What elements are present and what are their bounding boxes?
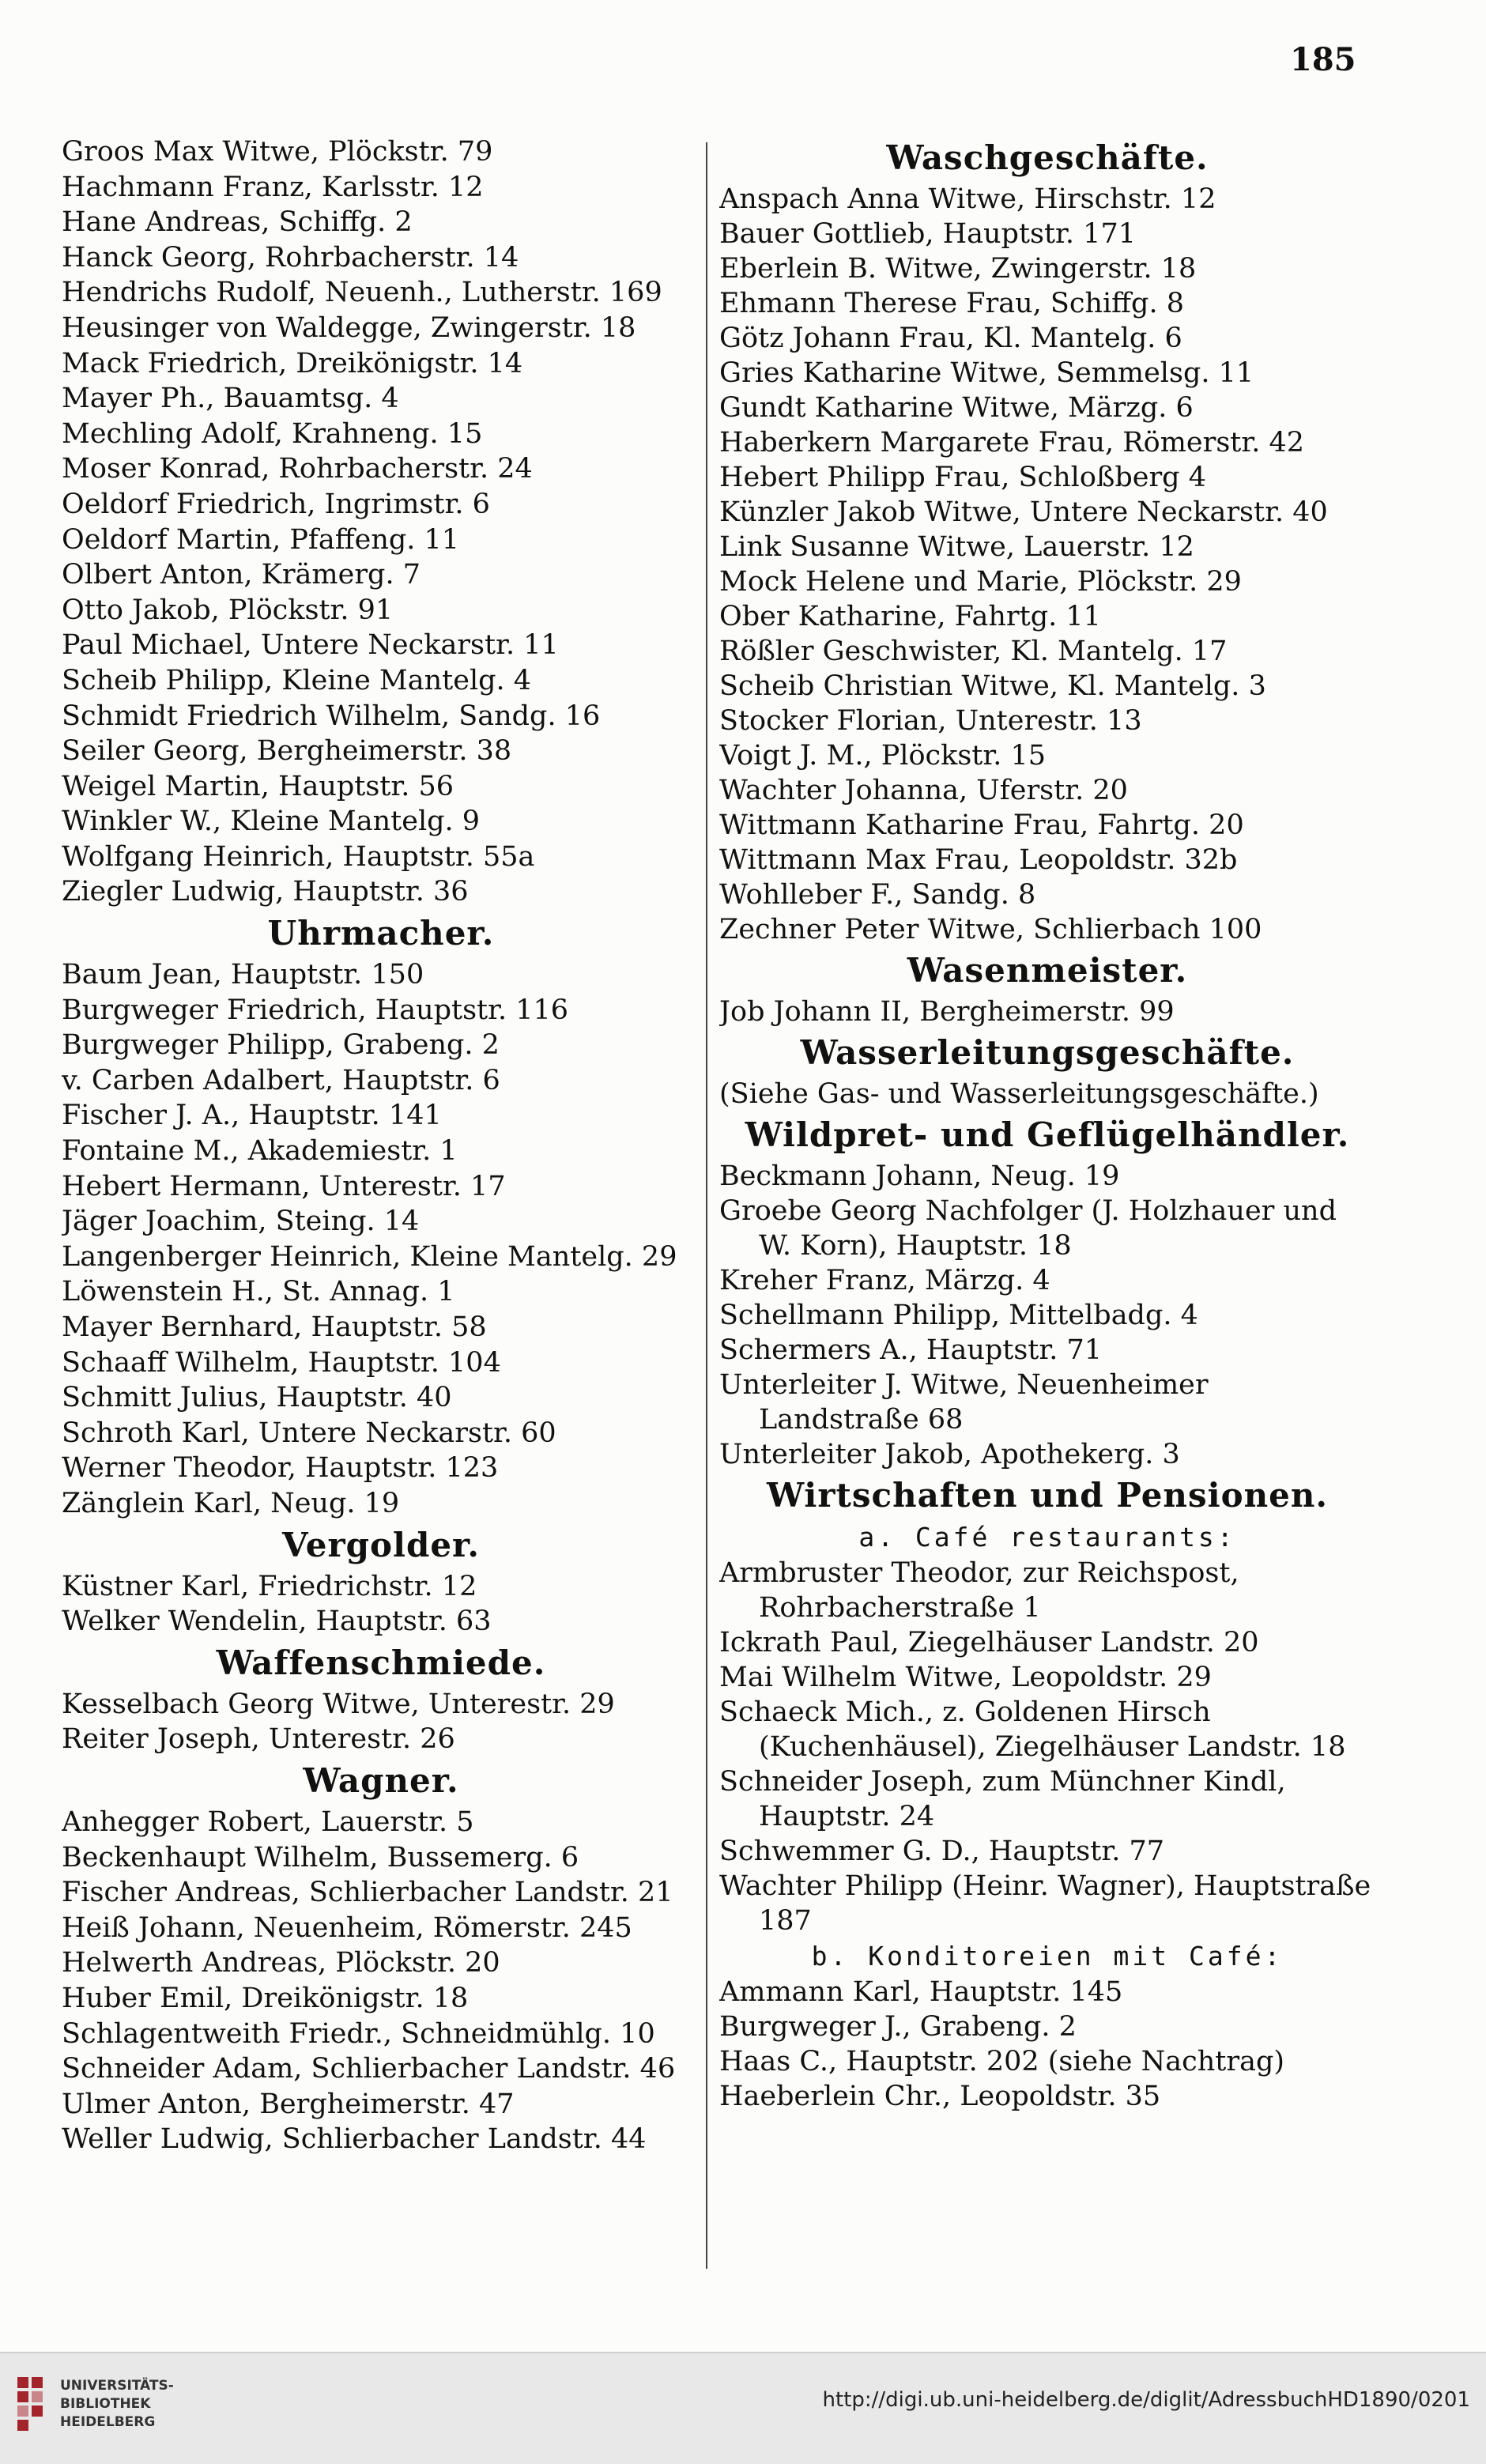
- directory-entry: Ammann Karl, Hauptstr. 145: [719, 1976, 1123, 2008]
- directory-entry: Zänglein Karl, Neug. 19: [62, 1487, 400, 1519]
- directory-entry: Reiter Joseph, Unterestr. 26: [62, 1723, 455, 1756]
- directory-entry: Schneider Joseph, zum Münchner Kindl, Hauptstr. 24: [719, 1766, 1286, 1832]
- directory-entry: Eberlein B. Witwe, Zwingerstr. 18: [719, 253, 1197, 285]
- directory-entry: Mayer Bernhard, Hauptstr. 58: [62, 1311, 487, 1343]
- directory-entry: Haberkern Margarete Frau, Römerstr. 42: [719, 427, 1305, 458]
- directory-entry: Wachter Johanna, Uferstr. 20: [719, 775, 1128, 806]
- source-url[interactable]: http://digi.ub.uni-heidelberg.de/diglit/AdressbuchHD1890/0201: [822, 2388, 1470, 2412]
- directory-entry: Heiß Johann, Neuenheim, Römerstr. 245: [62, 1911, 632, 1944]
- directory-entry: Ickrath Paul, Ziegelhäuser Landstr. 20: [719, 1627, 1259, 1658]
- directory-entry: Hebert Philipp Frau, Schloßberg 4: [719, 462, 1206, 493]
- library-name-line: BIBLIOTHEK: [60, 2396, 151, 2412]
- directory-entry: v. Carben Adalbert, Hauptstr. 6: [62, 1064, 500, 1096]
- directory-entry: Kreher Franz, Märzg. 4: [719, 1265, 1050, 1296]
- directory-entry: Beckmann Johann, Neug. 19: [719, 1160, 1120, 1192]
- directory-entry: Langenberger Heinrich, Kleine Mantelg. 29: [62, 1240, 677, 1273]
- directory-entry: Schmidt Friedrich Wilhelm, Sandg. 16: [62, 700, 601, 732]
- directory-entry: Otto Jakob, Plöckstr. 91: [62, 594, 394, 626]
- directory-entry: Mayer Ph., Bauamtsg. 4: [62, 383, 399, 415]
- directory-entry: Zechner Peter Witwe, Schlierbach 100: [719, 914, 1262, 945]
- section-heading: Wasserleitungsgeschäfte.: [800, 1033, 1295, 1072]
- directory-entry: Baum Jean, Hauptstr. 150: [62, 959, 424, 991]
- directory-entry: Schellmann Philipp, Mittelbadg. 4: [719, 1300, 1198, 1331]
- column-divider: [706, 142, 707, 2269]
- directory-entry: Heusinger von Waldegge, Zwingerstr. 18: [62, 311, 636, 344]
- directory-entry: Mechling Adolf, Krahneng. 15: [62, 417, 483, 450]
- directory-entry: Welker Wendelin, Hauptstr. 63: [62, 1606, 492, 1638]
- directory-entry: Oeldorf Friedrich, Ingrimstr. 6: [62, 488, 490, 520]
- directory-entry: Beckenhaupt Wilhelm, Bussemerg. 6: [62, 1841, 579, 1873]
- directory-entry: Küstner Karl, Friedrichstr. 12: [62, 1570, 477, 1602]
- directory-entry: Weigel Martin, Hauptstr. 56: [62, 770, 454, 802]
- directory-entry: Haeberlein Chr., Leopoldstr. 35: [719, 2081, 1161, 2112]
- directory-entry: Mock Helene und Marie, Plöckstr. 29: [719, 566, 1242, 598]
- directory-entry: Jäger Joachim, Steing. 14: [62, 1206, 420, 1238]
- directory-entry: Burgweger J., Grabeng. 2: [719, 2011, 1077, 2043]
- right-column: [719, 134, 1375, 2114]
- directory-entry: Gries Katharine Witwe, Semmelsg. 11: [719, 357, 1254, 389]
- directory-entry: Groos Max Witwe, Plöckstr. 79: [62, 136, 493, 168]
- directory-entry: Schermers A., Hauptstr. 71: [719, 1334, 1103, 1366]
- directory-entry: Winkler W., Kleine Mantelg. 9: [62, 806, 481, 838]
- directory-entry: Hane Andreas, Schiffg. 2: [62, 206, 413, 239]
- directory-entry: Ober Katharine, Fahrtg. 11: [719, 601, 1101, 632]
- directory-entry: Fischer Andreas, Schlierbacher Landstr. 21: [62, 1877, 673, 1909]
- directory-entry: Schlagentweith Friedr., Schneidmühlg. 10: [62, 2017, 655, 2050]
- directory-entry: Voigt J. M., Plöckstr. 15: [719, 740, 1047, 772]
- left-column: [62, 134, 700, 2157]
- directory-entry: Hendrichs Rudolf, Neuenh., Lutherstr. 169: [62, 277, 662, 309]
- directory-entry: Link Susanne Witwe, Lauerstr. 12: [719, 531, 1194, 563]
- directory-entry: Weller Ludwig, Schlierbacher Landstr. 44: [62, 2123, 647, 2156]
- section-heading: Vergolder.: [282, 1525, 480, 1564]
- directory-entry: Schroth Karl, Untere Neckarstr. 60: [62, 1417, 556, 1449]
- directory-entry: Ehmann Therese Frau, Schiffg. 8: [719, 288, 1184, 319]
- directory-entry: Seiler Georg, Bergheimerstr. 38: [62, 735, 512, 768]
- directory-entry: Paul Michael, Untere Neckarstr. 11: [62, 629, 559, 662]
- directory-entry: Anhegger Robert, Lauerstr. 5: [62, 1806, 474, 1838]
- footer-bar: [0, 2352, 1486, 2464]
- library-name: [60, 2377, 174, 2432]
- directory-entry: Scheib Philipp, Kleine Mantelg. 4: [62, 664, 532, 696]
- directory-entry: Bauer Gottlieb, Hauptstr. 171: [719, 218, 1136, 250]
- library-name-line: HEIDELBERG: [60, 2414, 156, 2430]
- directory-entry: Ziegler Ludwig, Hauptstr. 36: [62, 876, 469, 908]
- directory-entry: Oeldorf Martin, Pfaffeng. 11: [62, 523, 460, 556]
- directory-entry: Stocker Florian, Unterestr. 13: [719, 705, 1142, 737]
- directory-entry: Löwenstein H., St. Annag. 1: [62, 1276, 455, 1308]
- directory-entry: Schwemmer G. D., Hauptstr. 77: [719, 1836, 1164, 1867]
- directory-entry: Rößler Geschwister, Kl. Mantelg. 17: [719, 636, 1228, 667]
- directory-entry: Fischer J. A., Hauptstr. 141: [62, 1100, 442, 1132]
- directory-entry: Olbert Anton, Krämerg. 7: [62, 559, 421, 591]
- directory-entry: Wachter Philipp (Heinr. Wagner), Hauptstraße 187: [719, 1870, 1371, 1937]
- directory-entry: Anspach Anna Witwe, Hirschstr. 12: [719, 183, 1216, 215]
- section-heading: Wildpret- und Geflügelhändler.: [745, 1115, 1350, 1154]
- section-heading: Wagner.: [303, 1760, 459, 1800]
- library-seal-icon: [14, 2372, 54, 2436]
- section-heading: Wirtschaften und Pensionen.: [766, 1476, 1329, 1515]
- directory-entry: Schmitt Julius, Hauptstr. 40: [62, 1382, 452, 1414]
- directory-entry: Kesselbach Georg Witwe, Unterestr. 29: [62, 1688, 615, 1720]
- directory-entry: Künzler Jakob Witwe, Untere Neckarstr. 40: [719, 496, 1328, 528]
- directory-entry: Wittmann Max Frau, Leopoldstr. 32b: [719, 844, 1238, 876]
- directory-entry: Helwerth Andreas, Plöckstr. 20: [62, 1947, 500, 1979]
- directory-entry: (Siehe Gas- und Wasserleitungsgeschäfte.): [719, 1078, 1319, 1110]
- directory-entry: Hachmann Franz, Karlsstr. 12: [62, 171, 484, 203]
- section-subheading: b. Konditoreien mit Café:: [811, 1941, 1284, 1972]
- directory-entry: Schaeck Mich., z. Goldenen Hirsch (Kuchenhäusel), Ziegelhäuser Landstr. 18: [719, 1696, 1346, 1763]
- directory-entry: Burgweger Friedrich, Hauptstr. 116: [62, 994, 569, 1026]
- directory-entry: Gundt Katharine Witwe, Märzg. 6: [719, 392, 1194, 424]
- page-number: 185: [1290, 41, 1356, 78]
- directory-entry: Groebe Georg Nachfolger (J. Holzhauer und W. Korn), Hauptstr. 18: [719, 1195, 1337, 1262]
- directory-entry: Schneider Adam, Schlierbacher Landstr. 46: [62, 2053, 676, 2085]
- directory-entry: Hanck Georg, Rohrbacherstr. 14: [62, 241, 519, 274]
- section-heading: Uhrmacher.: [267, 914, 495, 953]
- directory-entry: Wolfgang Heinrich, Hauptstr. 55a: [62, 840, 535, 873]
- section-subheading: a. Café restaurants:: [858, 1522, 1236, 1553]
- section-heading: Wasenmeister.: [907, 951, 1188, 990]
- directory-entry: Fontaine M., Akademiestr. 1: [62, 1135, 458, 1168]
- directory-entry: Huber Emil, Dreikönigstr. 18: [62, 1982, 469, 2014]
- section-heading: Waffenschmiede.: [216, 1643, 546, 1682]
- directory-entry: Unterleiter Jakob, Apothekerg. 3: [719, 1439, 1180, 1470]
- directory-entry: Schaaff Wilhelm, Hauptstr. 104: [62, 1346, 501, 1379]
- directory-entry: Moser Konrad, Rohrbacherstr. 24: [62, 453, 533, 485]
- directory-entry: Wohlleber F., Sandg. 8: [719, 879, 1036, 911]
- directory-entry: Werner Theodor, Hauptstr. 123: [62, 1452, 499, 1485]
- library-name-line: UNIVERSITÄTS-: [60, 2378, 174, 2394]
- directory-entry: Scheib Christian Witwe, Kl. Mantelg. 3: [719, 670, 1266, 702]
- directory-entry: Haas C., Hauptstr. 202 (siehe Nachtrag): [719, 2046, 1285, 2077]
- section-heading: Waschgeschäfte.: [886, 138, 1209, 177]
- directory-entry: Mack Friedrich, Dreikönigstr. 14: [62, 347, 523, 379]
- directory-entry: Burgweger Philipp, Grabeng. 2: [62, 1029, 500, 1062]
- directory-entry: Unterleiter J. Witwe, Neuenheimer Landstraße 68: [719, 1369, 1209, 1436]
- directory-entry: Mai Wilhelm Witwe, Leopoldstr. 29: [719, 1662, 1212, 1693]
- directory-entry: Ulmer Anton, Bergheimerstr. 47: [62, 2088, 515, 2120]
- directory-entry: Götz Johann Frau, Kl. Mantelg. 6: [719, 323, 1182, 354]
- directory-entry: Job Johann II, Bergheimerstr. 99: [719, 996, 1175, 1028]
- directory-entry: Hebert Hermann, Unterestr. 17: [62, 1170, 506, 1202]
- directory-entry: Armbruster Theodor, zur Reichspost, Rohrbacherstraße 1: [719, 1557, 1239, 1624]
- directory-entry: Wittmann Katharine Frau, Fahrtg. 20: [719, 809, 1244, 841]
